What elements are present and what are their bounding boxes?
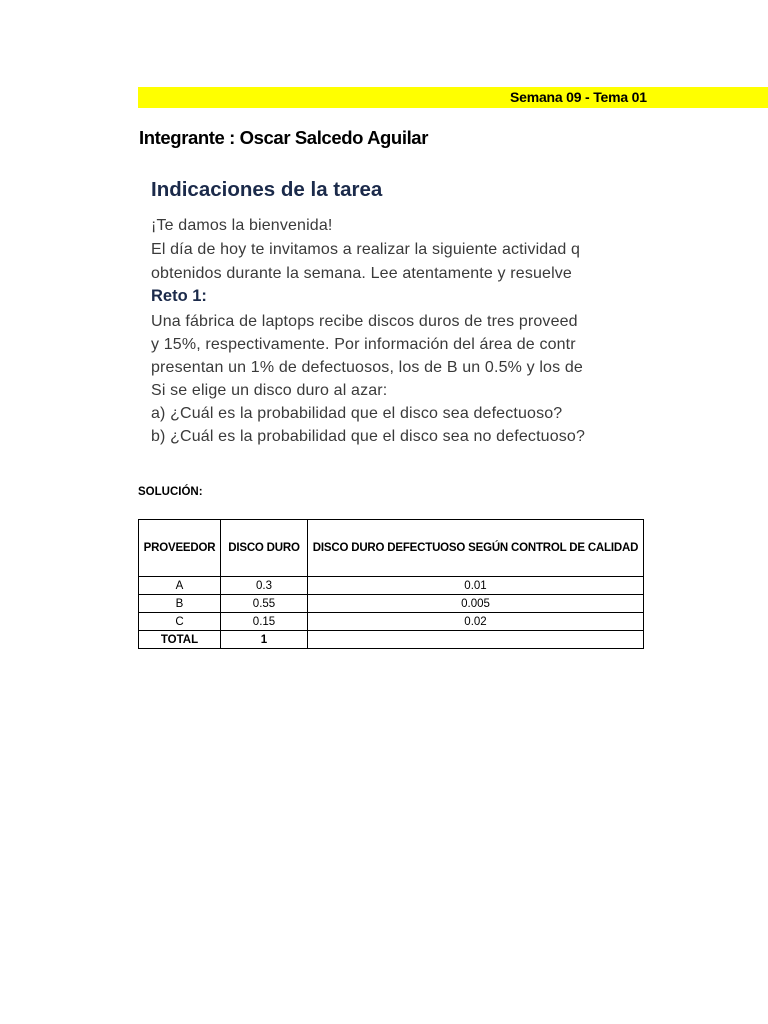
instructions-line: b) ¿Cuál es la probabilidad que el disco sea no defectuoso? [151,428,586,445]
table-header-row [139,520,644,577]
cell-disco-duro: 0.15 [221,613,308,631]
instructions-line: El día de hoy te invitamos a realizar la siguiente actividad q [151,241,581,258]
cell-defectuoso: 0.005 [308,595,644,613]
table-row [139,613,644,631]
instructions-line: ¡Te damos la bienvenida! [151,217,333,234]
cell-total-value: 1 [221,631,308,649]
cell-disco-duro: 0.55 [221,595,308,613]
member-name: Integrante : Oscar Salcedo Aguilar [139,127,428,148]
cell-proveedor: B [139,595,221,613]
header-disco-duro: DISCO DURO [221,520,308,577]
instructions-line: presentan un 1% de defectuosos, los de B un 0.5% y los de [151,359,583,376]
cell-defectuoso: 0.01 [308,577,644,595]
cell-proveedor: C [139,613,221,631]
instructions-image [150,172,644,456]
table-row [139,577,644,595]
instructions-line: Si se elige un disco duro al azar: [151,382,388,399]
instructions-line: y 15%, respectivamente. Por información del área de contr [151,336,576,353]
cell-proveedor: A [139,577,221,595]
header-disco-defectuoso: DISCO DURO DEFECTUOSO SEGÚN CONTROL DE CALIDAD [308,520,644,577]
instructions-title: Indicaciones de la tarea [151,178,383,201]
banner-title: Semana 09 - Tema 01 [510,89,647,105]
instructions-line: a) ¿Cuál es la probabilidad que el disco sea defectuoso? [151,405,563,422]
instructions-line: Una fábrica de laptops recibe discos duros de tres proveed [151,313,578,330]
cell-defectuoso: 0.02 [308,613,644,631]
reto-heading: Reto 1: [151,287,207,305]
provider-table [138,519,644,649]
table-total-row [139,631,644,649]
table-row [139,595,644,613]
instructions-line: obtenidos durante la semana. Lee atentamente y resuelve [151,265,572,282]
cell-total-label: TOTAL [139,631,221,649]
cell-total-empty [308,631,644,649]
cell-disco-duro: 0.3 [221,577,308,595]
solution-label: SOLUCIÓN: [138,486,203,498]
header-proveedor: PROVEEDOR [139,520,221,577]
header-banner [138,87,768,108]
